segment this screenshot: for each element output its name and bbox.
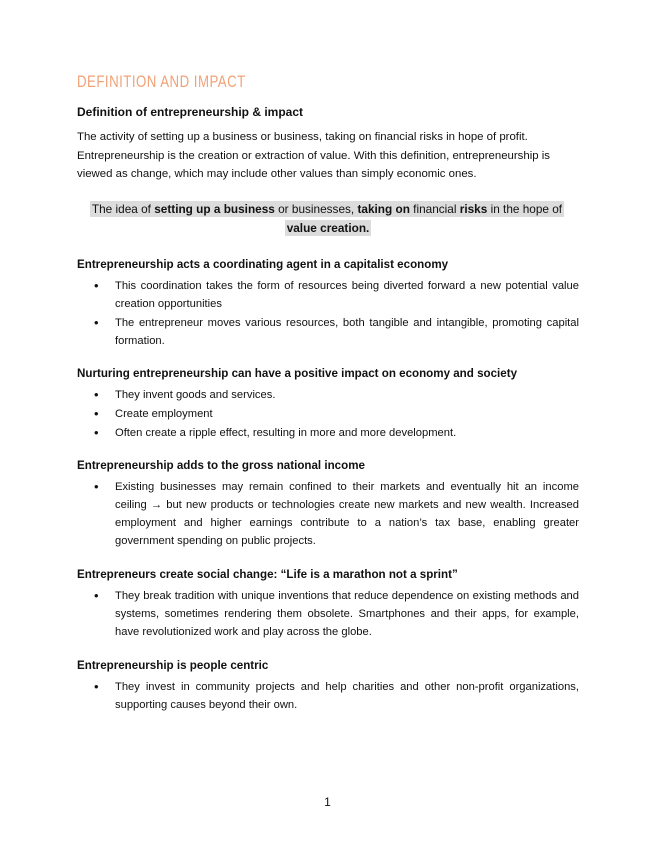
section-coordinating-agent xyxy=(77,257,579,351)
page-number: 1 xyxy=(324,795,331,809)
intro-paragraph: The activity of setting up a business or business, taking on financial risks in hope of profit. Entrepreneurship is the creation or extraction of value. With this definition, entrepreneurship is viewed as change, which may include other values than simply economic ones. xyxy=(77,131,550,180)
bullet-list xyxy=(77,277,579,350)
list-item: • Often create a ripple effect, resulting in more and more development. xyxy=(77,424,579,442)
list-item: • Create employment xyxy=(77,405,579,423)
section-subtitle: Definition of entrepreneurship & impact xyxy=(77,105,304,119)
list-item: • They invent goods and services. xyxy=(77,386,579,404)
list-item: • The entrepreneur moves various resources, both tangible and intangible, promoting capital formation. xyxy=(77,314,579,350)
highlighted-definition xyxy=(77,200,579,238)
section-heading: Entrepreneurship adds to the gross national income xyxy=(77,459,365,472)
highlight-part: in the hope of xyxy=(487,202,563,216)
list-item: • They break tradition with unique inventions that reduce dependence on existing methods and systems, sometimes rendering them obsolete. Smartphones and their apps, for example, have revolutionized work and play across the globe. xyxy=(77,587,579,641)
highlight-bold: value creation. xyxy=(286,221,370,235)
bullet-list xyxy=(77,587,579,641)
list-item: • They invest in community projects and help charities and other non-profit organizations, supporting causes beyond their own. xyxy=(77,678,579,714)
section-gross-national-income xyxy=(77,458,579,551)
page-title: DEFINITION AND IMPACT xyxy=(77,72,246,91)
bullet-list xyxy=(77,678,579,714)
section-heading: Nurturing entrepreneurship can have a positive impact on economy and society xyxy=(77,367,518,380)
highlight-part: or businesses, xyxy=(274,202,358,216)
section-heading: Entrepreneurs create social change: “Life is a marathon not a sprint” xyxy=(77,568,458,581)
bullet-list xyxy=(77,478,579,550)
highlight-part: financial xyxy=(409,202,460,216)
section-social-change xyxy=(77,567,579,642)
list-item: • This coordination takes the form of resources being diverted forward a new potential value creation opportunities xyxy=(77,277,579,313)
list-item: • Existing businesses may remain confined to their markets and eventually hit an income ceiling → but new products or technologies create new markets and new wealth. Increased employment and higher earnings contribute to a nation’s tax base, enabling greater government spending on public projects. xyxy=(77,478,579,550)
highlight-part: The idea of xyxy=(91,202,155,216)
bullet-list xyxy=(77,386,579,442)
highlight-bold: taking on xyxy=(357,202,410,216)
section-heading: Entrepreneurship is people centric xyxy=(77,659,269,672)
highlight-bold: risks xyxy=(459,202,488,216)
section-heading: Entrepreneurship acts a coordinating agent in a capitalist economy xyxy=(77,258,449,271)
highlight-text xyxy=(90,201,564,236)
highlight-bold: setting up a business xyxy=(154,202,275,216)
section-nurturing xyxy=(77,366,579,443)
section-people-centric xyxy=(77,658,579,715)
